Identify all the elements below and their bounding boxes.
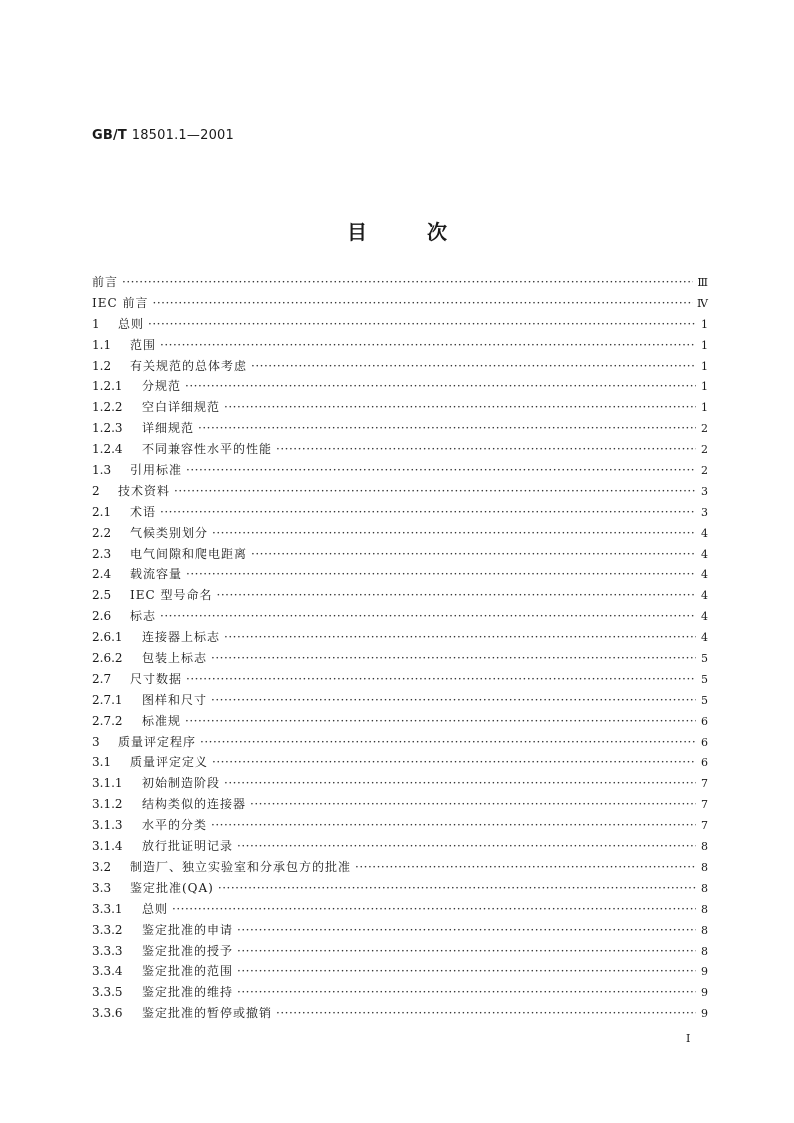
- toc-entry-label: 分规范: [142, 379, 182, 394]
- toc-entry[interactable]: [92, 293, 708, 314]
- toc-entry[interactable]: [92, 690, 708, 711]
- toc-entry[interactable]: [92, 460, 708, 481]
- toc-entry-page: 1: [701, 401, 708, 415]
- toc-dot-leader: [224, 397, 696, 418]
- toc-entry[interactable]: [92, 314, 708, 335]
- toc-entry[interactable]: [92, 920, 708, 941]
- toc-entry-page: 8: [701, 944, 708, 958]
- toc-entry-label: 技术资料: [118, 483, 171, 498]
- toc-entry[interactable]: [92, 732, 708, 753]
- toc-entry-label: 鉴定批准的暂停或撤销: [142, 1006, 273, 1021]
- toc-entry-number: 2.1: [92, 504, 112, 519]
- toc-entry-page: 6: [701, 756, 708, 770]
- toc-entry-label: 引用标准: [130, 463, 183, 478]
- toc-entry-label: 水平的分类: [142, 818, 208, 833]
- toc-entry-label: 包装上标志: [142, 651, 208, 666]
- toc-dot-leader: [198, 418, 696, 439]
- toc-entry-number: 2.6.1: [92, 630, 123, 645]
- toc-entry-page: 7: [701, 798, 708, 812]
- toc-entry-number: 3: [92, 734, 100, 749]
- toc-entry[interactable]: [92, 627, 708, 648]
- toc-dot-leader: [160, 606, 696, 627]
- document-code-prefix: GB/T: [92, 128, 127, 143]
- toc-entry-label: 尺寸数据: [130, 671, 183, 686]
- toc-entry-label: 详细规范: [142, 421, 195, 436]
- toc-entry-page: 3: [701, 505, 708, 519]
- toc-entry-number: 2.5: [92, 588, 112, 603]
- toc-entry-number: 1.1: [92, 337, 112, 352]
- toc-entry[interactable]: [92, 272, 708, 293]
- toc-entry-page: 8: [701, 923, 708, 937]
- toc-dot-leader: [237, 941, 696, 962]
- toc-entry-label: 气候类别划分: [130, 525, 209, 540]
- toc-entry-page: 1: [701, 338, 708, 352]
- toc-entry-number: 3.1.3: [92, 818, 123, 833]
- toc-entry-page: 4: [701, 589, 708, 603]
- toc-entry-label: 质量评定定义: [130, 755, 209, 770]
- toc-entry[interactable]: [92, 752, 708, 773]
- toc-entry[interactable]: [92, 794, 708, 815]
- toc-entry[interactable]: [92, 481, 708, 502]
- toc-dot-leader: [211, 815, 696, 836]
- toc-dot-leader: [211, 648, 696, 669]
- toc-entry-page: 3: [701, 484, 708, 498]
- toc-entry-page: 2: [701, 464, 708, 478]
- toc-dot-leader: [160, 502, 696, 523]
- toc-dot-leader: [148, 314, 696, 335]
- toc-entry[interactable]: [92, 376, 708, 397]
- toc-entry-number: 3.3: [92, 880, 112, 895]
- toc-entry-number: 1: [92, 316, 100, 331]
- toc-entry-label: 术语: [130, 504, 157, 519]
- toc-entry-page: 7: [701, 777, 708, 791]
- toc-entry-page: 5: [701, 672, 708, 686]
- toc-entry-label: 前言: [92, 275, 119, 289]
- toc-dot-leader: [122, 272, 693, 293]
- toc-entry[interactable]: [92, 418, 708, 439]
- document-code: [92, 128, 234, 143]
- toc-entry-number: 2.7: [92, 671, 112, 686]
- toc-dot-leader: [237, 836, 696, 857]
- toc-entry-number: 2.2: [92, 525, 112, 540]
- toc-entry-number: 1.2: [92, 358, 112, 373]
- toc-entry-number: 2.3: [92, 546, 112, 561]
- toc-entry-page: 5: [701, 652, 708, 666]
- toc-entry-number: 1.2.3: [92, 421, 123, 436]
- toc-entry-number: 2.7.1: [92, 692, 123, 707]
- toc-entry[interactable]: [92, 544, 708, 565]
- toc-entry-page: 4: [701, 610, 708, 624]
- toc-entry[interactable]: [92, 773, 708, 794]
- toc-entry-number: 3.1.2: [92, 797, 123, 812]
- toc-dot-leader: [237, 982, 696, 1003]
- toc-dot-leader: [186, 460, 696, 481]
- toc-dot-leader: [251, 356, 696, 377]
- toc-dot-leader: [224, 773, 696, 794]
- toc-entry-number: 3.2: [92, 859, 112, 874]
- toc-entry-page: 1: [701, 380, 708, 394]
- toc-dot-leader: [185, 376, 696, 397]
- toc-entry-label: IEC 前言: [92, 295, 149, 310]
- toc-entry-label: 标志: [130, 609, 157, 624]
- toc-entry-page: 6: [701, 714, 708, 728]
- toc-entry[interactable]: [92, 836, 708, 857]
- toc-entry-label: 空白详细规范: [142, 400, 221, 415]
- toc-dot-leader: [251, 544, 696, 565]
- toc-entry-number: 3.3.5: [92, 985, 123, 1000]
- toc-dot-leader: [212, 523, 696, 544]
- toc-dot-leader: [186, 669, 696, 690]
- page-number: I: [686, 1032, 691, 1045]
- toc-dot-leader: [355, 857, 696, 878]
- toc-dot-leader: [237, 920, 696, 941]
- toc-dot-leader: [172, 899, 696, 920]
- toc-entry-number: 3.1.4: [92, 839, 123, 854]
- toc-entry-page: 7: [701, 819, 708, 833]
- toc-dot-leader: [186, 564, 696, 585]
- toc-entry-label: 质量评定程序: [118, 734, 197, 749]
- toc-entry-label: 范围: [130, 337, 157, 352]
- toc-entry[interactable]: [92, 669, 708, 690]
- toc-entry-label: 初始制造阶段: [142, 776, 221, 791]
- toc-entry[interactable]: [92, 606, 708, 627]
- toc-entry-page: 2: [701, 422, 708, 436]
- toc-entry-label: 总则: [142, 901, 169, 916]
- toc-entry[interactable]: [92, 648, 708, 669]
- toc-entry-number: 2.6.2: [92, 651, 123, 666]
- toc-entry[interactable]: [92, 982, 708, 1003]
- toc-dot-leader: [224, 627, 696, 648]
- document-code-number: 18501.1—2001: [131, 128, 234, 143]
- toc-entry-number: 3.3.4: [92, 964, 123, 979]
- toc-dot-leader: [237, 961, 696, 982]
- toc-dot-leader: [160, 335, 696, 356]
- toc-entry[interactable]: [92, 564, 708, 585]
- toc-entry-page: 9: [701, 986, 708, 1000]
- toc-entry-page: Ⅲ: [697, 276, 708, 289]
- toc-entry-page: 9: [701, 1007, 708, 1021]
- toc-dot-leader: [218, 878, 696, 899]
- toc-entry-label: 结构类似的连接器: [142, 797, 247, 812]
- toc-entry-label: IEC 型号命名: [130, 588, 213, 603]
- toc-dot-leader: [185, 711, 696, 732]
- toc-entry-page: 1: [701, 317, 708, 331]
- toc-entry-label: 鉴定批准的申请: [142, 922, 234, 937]
- toc-entry-number: 3.1: [92, 755, 112, 770]
- toc-entry-label: 图样和尺寸: [142, 692, 208, 707]
- toc-entry[interactable]: [92, 1003, 708, 1024]
- toc-entry-page: 8: [701, 902, 708, 916]
- toc-entry-page: 4: [701, 568, 708, 582]
- toc-entry[interactable]: [92, 335, 708, 356]
- toc-dot-leader: [211, 690, 696, 711]
- toc-entry-label: 有关规范的总体考虑: [130, 358, 248, 373]
- toc-entry-number: 1.2.4: [92, 442, 123, 457]
- toc-entry-number: 3.1.1: [92, 776, 123, 791]
- toc-entry-page: 8: [701, 881, 708, 895]
- toc-entry[interactable]: [92, 961, 708, 982]
- toc-entry-number: 2.4: [92, 567, 112, 582]
- toc-entry-label: 鉴定批准的范围: [142, 964, 234, 979]
- toc-entry-page: Ⅳ: [697, 296, 708, 310]
- toc-entry-label: 不同兼容性水平的性能: [142, 442, 273, 457]
- toc-entry-number: 3.3.1: [92, 901, 123, 916]
- toc-entry-number: 2.7.2: [92, 713, 123, 728]
- toc-dot-leader: [217, 585, 697, 606]
- toc-entry-number: 1.3: [92, 463, 112, 478]
- toc-entry-label: 电气间隙和爬电距离: [130, 546, 248, 561]
- toc-entry-page: 8: [701, 860, 708, 874]
- toc-entry-page: 9: [701, 965, 708, 979]
- toc-dot-leader: [153, 293, 694, 314]
- toc-entry-label: 制造厂、独立实验室和分承包方的批准: [130, 859, 352, 874]
- toc-entry-label: 连接器上标志: [142, 630, 221, 645]
- toc-dot-leader: [276, 439, 696, 460]
- toc-title: 目次: [347, 220, 507, 244]
- toc-entry-page: 4: [701, 631, 708, 645]
- toc-entry-page: 4: [701, 547, 708, 561]
- toc-entry-page: 2: [701, 443, 708, 457]
- toc-entry-label: 鉴定批准(QA): [130, 880, 214, 895]
- toc-entry-number: 3.3.3: [92, 943, 123, 958]
- toc-entry[interactable]: [92, 857, 708, 878]
- toc-entry-number: 2: [92, 483, 100, 498]
- toc-entry[interactable]: [92, 502, 708, 523]
- toc-dot-leader: [250, 794, 696, 815]
- toc-entry-number: 1.2.1: [92, 379, 123, 394]
- toc-entry[interactable]: [92, 439, 708, 460]
- toc-entry-number: 3.3.6: [92, 1006, 123, 1021]
- toc-entry[interactable]: [92, 585, 708, 606]
- toc-entry-label: 鉴定批准的维持: [142, 985, 234, 1000]
- toc-entry-number: 3.3.2: [92, 922, 123, 937]
- toc-entry[interactable]: [92, 356, 708, 377]
- toc-entry[interactable]: [92, 899, 708, 920]
- toc-dot-leader: [200, 732, 696, 753]
- toc-entry-page: 8: [701, 840, 708, 854]
- toc-entry-page: 1: [701, 359, 708, 373]
- toc-entry-number: 2.6: [92, 609, 112, 624]
- toc-entry-label: 总则: [118, 316, 145, 331]
- toc-entry[interactable]: [92, 711, 708, 732]
- toc-entry-page: 6: [701, 735, 708, 749]
- toc-dot-leader: [276, 1003, 696, 1024]
- toc-entry[interactable]: [92, 878, 708, 899]
- toc-entry[interactable]: [92, 941, 708, 962]
- toc-entry-label: 载流容量: [130, 567, 183, 582]
- toc-dot-leader: [212, 752, 696, 773]
- toc-entry-label: 放行批证明记录: [142, 839, 234, 854]
- toc-entry-page: 5: [701, 693, 708, 707]
- toc-entry[interactable]: [92, 523, 708, 544]
- toc-entry[interactable]: [92, 397, 708, 418]
- toc-entry-page: 4: [701, 526, 708, 540]
- toc-entry-label: 鉴定批准的授予: [142, 943, 234, 958]
- toc-entry-label: 标准规: [142, 713, 182, 728]
- table-of-contents: [92, 272, 708, 1024]
- toc-entry-number: 1.2.2: [92, 400, 123, 415]
- toc-entry[interactable]: [92, 815, 708, 836]
- toc-dot-leader: [174, 481, 696, 502]
